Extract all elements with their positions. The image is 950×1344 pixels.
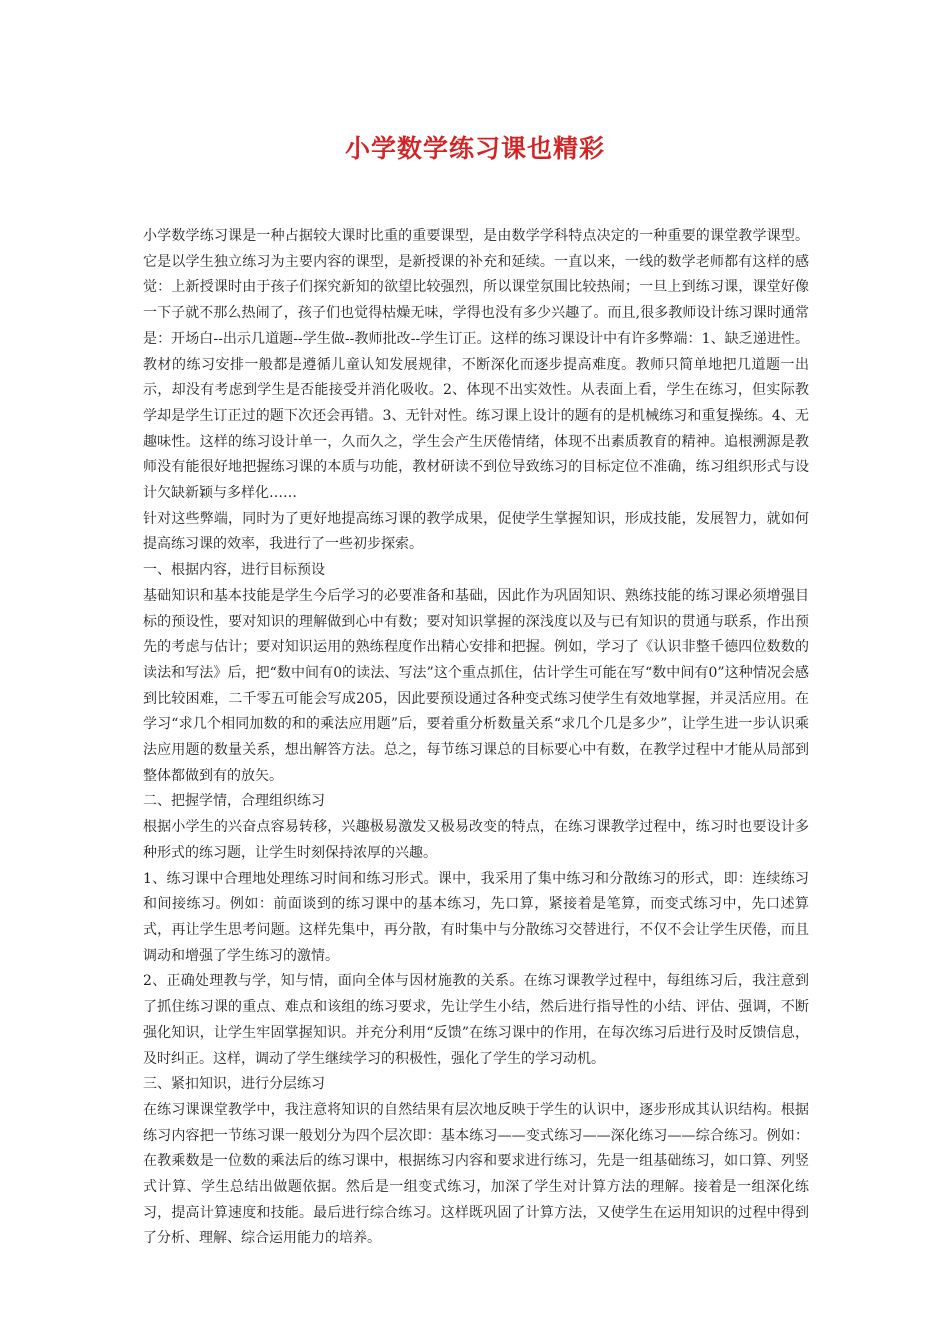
paragraph-purpose: 针对这些弊端，同时为了更好地提高练习课的教学成果，促使学生掌握知识，形成技能，发展智力，就如何提高练习课的效率，我进行了一些初步探索。: [143, 510, 809, 553]
section-heading-1: 一、根据内容，进行目标预设: [143, 562, 325, 579]
document-body: [143, 224, 809, 1252]
paragraph-section-2-item-1: 1、练习课中合理地处理练习时间和练习形式。课中，我采用了集中练习和分散练习的形式，即：连续练习和间接练习。例如：前面谈到的练习课中的基本练习，先口算，紧接着是笔算，而变式练习中，先口述算式，再让学生思考问题。这样先集中，再分散，有时集中与分散练习交替进行，不仅不会让学生厌倦，而且调动和增强了学生练习的激情。: [143, 870, 809, 964]
paragraph-section-1: 基础知识和基本技能是学生今后学习的必要准备和基础，因此作为巩固知识、熟练技能的练习课必须增强目标的预设性，要对知识的理解做到心中有数；要对知识掌握的深浅度以及与已有知识的贯通与联系，作出预先的考虑与估计；要对知识运用的熟练程度作出精心安排和把握。例如，学习了《认识非整千德四位数数的读法和写法》后，把“数中间有0的读法、写法”这个重点抓住，估计学生可能在写“数中间有0”这种情况会感到比较困难，二千零五可能会写成205，因此要预设通过各种变式练习使学生有效地掌握，并灵活应用。在学习“求几个相同加数的和的乘法应用题”后，要着重分析数量关系“求几个几是多少”，让学生进一步认识乘法应用题的数量关系，想出解答方法。总之，每节练习课总的目标要心中有数，在教学过程中才能从局部到整体都做到有的放矢。: [143, 587, 809, 784]
paragraph-section-3: 在练习课课堂教学中，我注意将知识的自然结果有层次地反映于学生的认识中，逐步形成其认识结构。根据练习内容把一节练习课一般划分为四个层次即：基本练习——变式练习——深化练习——综合练习。例如：在教乘数是一位数的乘法后的练习课中，根据练习内容和要求进行练习，先是一组基础练习，如口算、列竖式计算、学生总结出做题依据。然后是一组变式练习，加深了学生对计算方法的理解。接着是一组深化练习，提高计算速度和技能。最后进行综合练习。这样既巩固了计算方法，又使学生在运用知识的过程中得到了分析、理解、综合运用能力的培养。: [143, 1101, 809, 1247]
document-title: 小学数学练习课也精彩: [344, 134, 605, 163]
paragraph-intro: 小学数学练习课是一种占据较大课时比重的重要课型，是由数学学科特点决定的一种重要的课堂教学课型。它是以学生独立练习为主要内容的课型，是新授课的补充和延续。一直以来，一线的数学老师都有这样的感觉：上新授课时由于孩子们探究新知的欲望比较强烈，所以课堂氛围比较热闹；一旦上到练习课，课堂好像一下子就不那么热闹了，孩子们也觉得枯燥无味，学得也没有多少兴趣了。而且,很多教师设计练习课时通常是：开场白--出示几道题--学生做--教师批改--学生订正。这样的练习课设计中有许多弊端：1、缺乏递进性。教材的练习安排一般都是遵循儿童认知发展规律，不断深化而逐步提高难度。教师只简单地把几道题一出示，却没有考虑到学生是否能接受并消化吸收。2、体现不出实效性。从表面上看，学生在练习，但实际教学却是学生订正过的题下次还会再错。3、无针对性。练习课上设计的题有的是机械练习和重复操练。4、无趣味性。这样的练习设计单一，久而久之，学生会产生厌倦情绪，体现不出素质教育的精神。追根溯源是教师没有能很好地把握练习课的本质与功能，教材研读不到位导致练习的目标定位不准确，练习组织形式与设计欠缺新颖与多样化……: [143, 228, 809, 502]
paragraph-section-2-intro: 根据小学生的兴奋点容易转移，兴趣极易激发又极易改变的特点，在练习课教学过程中，练习时也要设计多种形式的练习题，让学生时刻保持浓厚的兴趣。: [143, 819, 809, 861]
paragraph-section-2-item-2: 2、正确处理教与学，知与情，面向全体与因材施教的关系。在练习课教学过程中，每组练习后，我注意到了抓住练习课的重点、难点和该组的练习要求，先让学生小结，然后进行指导性的小结、评估、强调，不断强化知识，让学生牢固掌握知识。并充分利用“反馈”在练习课中的作用，在每次练习后进行及时反馈信息，及时纠正。这样，调动了学生继续学习的积极性，强化了学生的学习动机。: [143, 973, 809, 1067]
section-heading-2: 二、把握学情，合理组织练习: [143, 793, 325, 810]
section-heading-3: 三、紧扣知识，进行分层练习: [143, 1076, 325, 1093]
